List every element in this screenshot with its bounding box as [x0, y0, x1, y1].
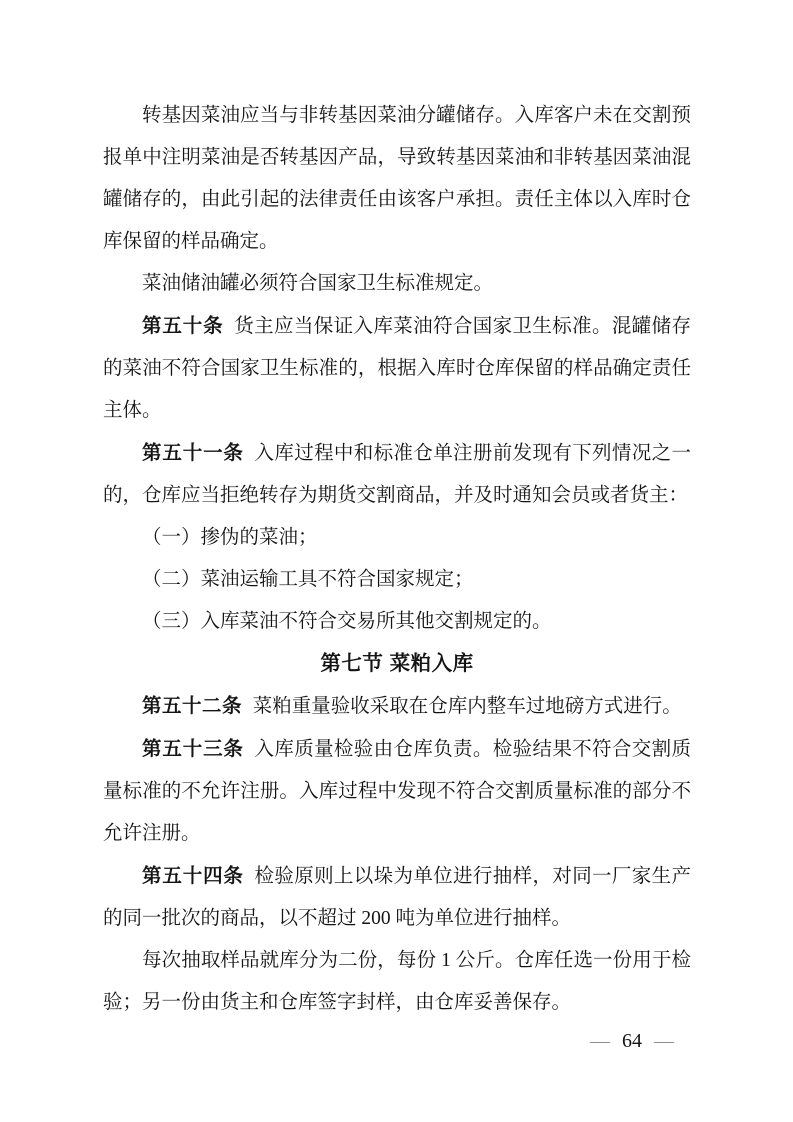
- page-footer: [590, 1029, 674, 1053]
- article-number: 第五十一条: [142, 442, 244, 464]
- article-number: 第五十条: [142, 315, 224, 337]
- body-paragraph: 菜油储油罐必须符合国家卫生标准规定。: [142, 273, 494, 294]
- body-paragraph: 每次抽取样品就库分为二份，每份 1 公斤。仓库任选一份用于检验；另一份由货主和仓库签字封样，由仓库妥善保存。: [103, 950, 691, 1013]
- article-text: 入库质量检验由仓库负责。检验结果不符合交割质量标准的不允许注册。入库过程中发现不符合交割质量标准的部分不允许注册。: [103, 739, 691, 844]
- article-number: 第五十四条: [142, 865, 244, 887]
- article-paragraph: [103, 432, 691, 517]
- article-text: 菜粕重量验收采取在仓库内整车过地磅方式进行。: [252, 696, 682, 717]
- footer-dash-right: —: [654, 1030, 674, 1052]
- article-paragraph: [103, 305, 691, 432]
- article-text: 入库过程中和标准仓单注册前发现有下列情况之一的，仓库应当拒绝转存为期货交割商品，并及时通知会员或者货主：: [103, 443, 691, 506]
- list-item-paragraph: （三）入库菜油不符合交易所其他交割规定的。: [142, 611, 552, 632]
- list-item-paragraph: （一）掺伪的菜油；: [142, 527, 318, 548]
- article-paragraph: [103, 685, 691, 728]
- body-paragraph: 转基因菜油应当与非转基因菜油分罐储存。入库客户未在交割预报单中注明菜油是否转基因产品，导致转基因菜油和非转基因菜油混罐储存的，由此引起的法律责任由该客户承担。责任主体以入库时仓库保留的样品确定。: [103, 105, 691, 252]
- article-paragraph: [103, 855, 691, 940]
- section-heading: 第七节 菜粕入库: [320, 652, 474, 675]
- article-number: 第五十三条: [142, 738, 244, 760]
- footer-dash-left: —: [590, 1030, 610, 1052]
- article-text: 检验原则上以垛为单位进行抽样，对同一厂家生产的同一批次的商品，以不超过 200 吨为单位进行抽样。: [103, 866, 691, 929]
- article-paragraph: [103, 728, 691, 855]
- page-number: 64: [622, 1030, 642, 1052]
- list-item-paragraph: （二）菜油运输工具不符合国家规定；: [142, 569, 474, 590]
- article-text: 货主应当保证入库菜油符合国家卫生标准。混罐储存的菜油不符合国家卫生标准的，根据入库时仓库保留的样品确定责任主体。: [103, 316, 691, 421]
- document-body: [103, 95, 691, 1024]
- article-number: 第五十二条: [142, 695, 243, 717]
